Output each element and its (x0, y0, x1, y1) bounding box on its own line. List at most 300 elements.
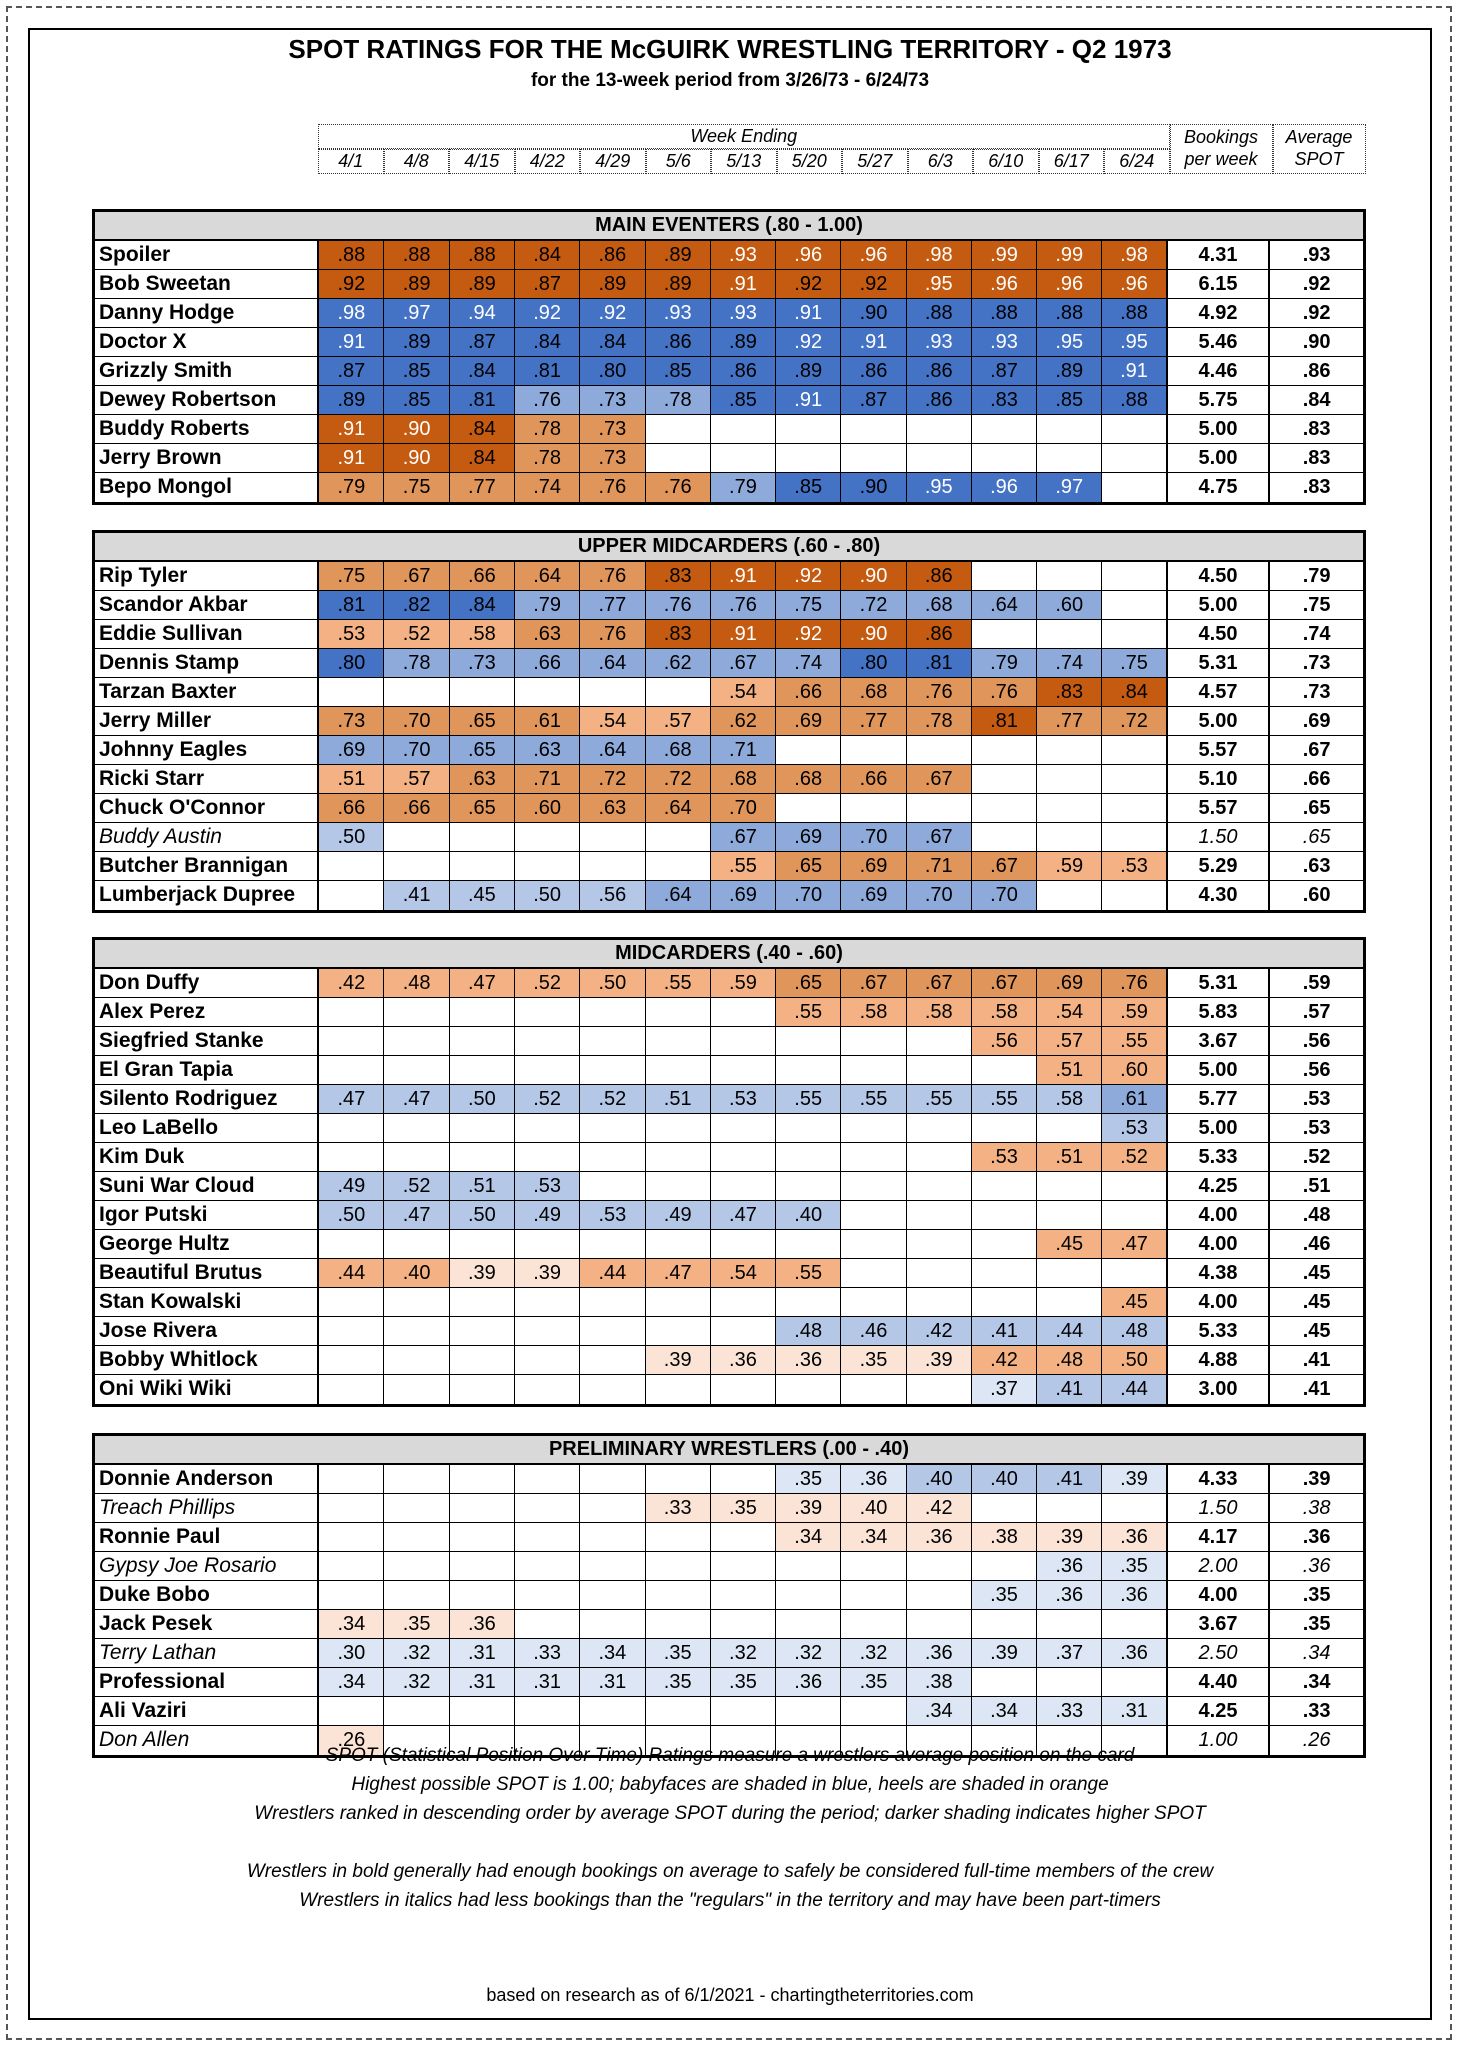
bookings-value: 4.25 (1168, 1172, 1271, 1200)
spot-cell: .69 (776, 707, 841, 735)
spot-cell (907, 444, 972, 472)
average-spot-value: .67 (1302, 739, 1331, 761)
table-row (95, 1288, 1363, 1317)
spot-cell: .88 (1037, 299, 1102, 327)
spot-cell (776, 1697, 841, 1725)
spot-cell (384, 1288, 449, 1316)
spot-cell: .87 (319, 357, 384, 385)
spot-cell (972, 444, 1037, 472)
spot-cell: .38 (972, 1523, 1037, 1551)
spot-cell: .67 (907, 765, 972, 793)
spot-cell (384, 1143, 449, 1171)
spot-cell (841, 794, 906, 822)
spot-cell: .36 (776, 1668, 841, 1696)
average-spot-value: .51 (1302, 1175, 1331, 1197)
spot-cell (1102, 620, 1167, 648)
note-spacer (0, 1828, 1460, 1857)
week-header: 4/15 (449, 149, 515, 174)
average-spot-value: .75 (1302, 594, 1331, 616)
spot-cell: .91 (711, 620, 776, 648)
spot-cell: .50 (319, 1201, 384, 1229)
spot-cell: .36 (1102, 1523, 1167, 1551)
spot-cell (384, 852, 449, 880)
spot-cell: .47 (384, 1201, 449, 1229)
wrestler-name: Donnie Anderson (95, 1465, 319, 1493)
table-row (95, 1143, 1363, 1172)
wrestler-name: El Gran Tapia (95, 1056, 319, 1084)
wrestler-name: Siegfried Stanke (95, 1027, 319, 1055)
spot-cell: .81 (515, 357, 580, 385)
spot-cell: .41 (1037, 1465, 1102, 1493)
spot-cell: .72 (646, 765, 711, 793)
table-row (95, 852, 1363, 881)
spot-cell: .58 (972, 998, 1037, 1026)
spot-cell: .66 (841, 765, 906, 793)
spot-cell: .93 (972, 328, 1037, 356)
spot-cell: .45 (450, 881, 515, 910)
bookings-value: 4.50 (1168, 620, 1271, 648)
table-row (95, 1027, 1363, 1056)
table-row (95, 386, 1363, 415)
spot-cell: .44 (319, 1259, 384, 1287)
average-spot-value: .84 (1302, 389, 1331, 411)
spot-cell (907, 1143, 972, 1171)
spot-cell: .40 (384, 1259, 449, 1287)
spot-cell (384, 1114, 449, 1142)
wrestler-name: Danny Hodge (95, 299, 319, 327)
average-spot-value: .60 (1302, 884, 1331, 906)
spot-cell: .70 (841, 823, 906, 851)
wrestler-name: Don Duffy (95, 969, 319, 997)
table-row (95, 1465, 1363, 1494)
spot-cell (646, 823, 711, 851)
spot-cell: .33 (646, 1494, 711, 1522)
spot-cell (580, 1581, 645, 1609)
spot-cell: .96 (1102, 270, 1167, 298)
spot-cell: .49 (646, 1201, 711, 1229)
spot-cell: .86 (646, 328, 711, 356)
spot-cell (384, 1056, 449, 1084)
spot-cell (776, 1056, 841, 1084)
spot-cell (1102, 444, 1167, 472)
week-header: 4/8 (384, 149, 450, 174)
spot-cell: .32 (384, 1668, 449, 1696)
spot-cell (646, 1288, 711, 1316)
spot-cell: .74 (776, 649, 841, 677)
table-row (95, 473, 1363, 502)
spot-cell: .73 (580, 444, 645, 472)
spot-cell (972, 1201, 1037, 1229)
table-row (95, 1259, 1363, 1288)
spot-cell (1102, 881, 1167, 910)
wrestler-name: Grizzly Smith (95, 357, 319, 385)
table-row (95, 736, 1363, 765)
spot-cell: .91 (319, 415, 384, 443)
spot-cell: .76 (580, 562, 645, 590)
spot-cell (1037, 823, 1102, 851)
wrestler-name: Treach Phillips (95, 1494, 319, 1522)
spot-cell: .91 (1102, 357, 1167, 385)
spot-cell: .93 (711, 241, 776, 269)
average-header-line: Average (1285, 127, 1353, 148)
spot-cell: .69 (841, 881, 906, 910)
spot-cell: .34 (319, 1610, 384, 1638)
spot-cell (841, 1230, 906, 1258)
spot-cell: .39 (776, 1494, 841, 1522)
average-spot-value: .65 (1302, 797, 1331, 819)
bookings-value: 4.00 (1168, 1581, 1271, 1609)
wrestler-name: Dennis Stamp (95, 649, 319, 677)
spot-cell (646, 1523, 711, 1551)
spot-cell: .85 (711, 386, 776, 414)
spot-cell (1102, 1259, 1167, 1287)
spot-cell: .44 (580, 1259, 645, 1287)
spot-cell (711, 1027, 776, 1055)
spot-cell: .77 (580, 591, 645, 619)
spot-cell: .89 (711, 328, 776, 356)
wrestler-name: Scandor Akbar (95, 591, 319, 619)
spot-cell: .49 (515, 1201, 580, 1229)
spot-cell (450, 1288, 515, 1316)
spot-cell (384, 1027, 449, 1055)
spot-cell: .91 (841, 328, 906, 356)
spot-cell (580, 852, 645, 880)
bookings-value: 5.33 (1168, 1317, 1271, 1345)
spot-cell: .62 (646, 649, 711, 677)
spot-cell: .84 (515, 241, 580, 269)
spot-cell: .44 (1102, 1375, 1167, 1404)
spot-cell (319, 1465, 384, 1493)
spot-cell (972, 765, 1037, 793)
table-row (95, 1552, 1363, 1581)
spot-cell (711, 1172, 776, 1200)
spot-cell (907, 794, 972, 822)
table-row (95, 678, 1363, 707)
spot-cell: .52 (580, 1085, 645, 1113)
spot-cell: .80 (580, 357, 645, 385)
spot-cell (384, 1494, 449, 1522)
spot-cell (1037, 444, 1102, 472)
spot-cell: .70 (972, 881, 1037, 910)
spot-cell (1037, 1201, 1102, 1229)
spot-cell: .84 (515, 328, 580, 356)
spot-cell: .42 (907, 1494, 972, 1522)
table-row (95, 562, 1363, 591)
spot-cell: .40 (972, 1465, 1037, 1493)
spot-cell: .34 (580, 1639, 645, 1667)
spot-cell: .32 (841, 1639, 906, 1667)
spot-cell: .90 (841, 620, 906, 648)
spot-cell (646, 444, 711, 472)
spot-cell (972, 1172, 1037, 1200)
spot-cell (515, 1552, 580, 1580)
spot-cell (711, 1114, 776, 1142)
spot-cell: .68 (711, 765, 776, 793)
wrestler-name: Gypsy Joe Rosario (95, 1552, 319, 1580)
bookings-value: 6.15 (1168, 270, 1271, 298)
spot-cell (384, 1346, 449, 1374)
spot-cell: .31 (450, 1668, 515, 1696)
spot-cell (580, 1375, 645, 1404)
spot-cell (384, 1581, 449, 1609)
average-spot-value: .83 (1302, 476, 1331, 498)
spot-cell: .51 (1037, 1143, 1102, 1171)
spot-cell: .68 (907, 591, 972, 619)
spot-cell: .81 (319, 591, 384, 619)
wrestler-name: Leo LaBello (95, 1114, 319, 1142)
spot-cell: .85 (384, 357, 449, 385)
footer: based on research as of 6/1/2021 - chartingtheterritories.com (486, 1985, 974, 2005)
spot-cell (907, 1230, 972, 1258)
spot-cell: .92 (776, 328, 841, 356)
spot-cell (1102, 1610, 1167, 1638)
spot-cell (580, 1172, 645, 1200)
spot-cell (384, 1552, 449, 1580)
spot-cell: .88 (450, 241, 515, 269)
spot-cell: .76 (907, 678, 972, 706)
spot-cell (841, 415, 906, 443)
spot-cell (384, 1697, 449, 1725)
average-spot-value: .26 (1302, 1729, 1331, 1751)
spot-cell: .87 (841, 386, 906, 414)
spot-cell: .36 (907, 1523, 972, 1551)
spot-cell (711, 1552, 776, 1580)
average-spot-value: .36 (1302, 1526, 1331, 1548)
average-spot-value: .35 (1302, 1584, 1331, 1606)
spot-cell (776, 1375, 841, 1404)
spot-cell (515, 1056, 580, 1084)
spot-cell: .41 (384, 881, 449, 910)
spot-cell (515, 1317, 580, 1345)
spot-cell (450, 1552, 515, 1580)
spot-cell: .92 (776, 620, 841, 648)
spot-cell (384, 678, 449, 706)
spot-cell: .84 (580, 328, 645, 356)
spot-cell: .33 (515, 1639, 580, 1667)
spot-cell (450, 1230, 515, 1258)
spot-cell: .86 (711, 357, 776, 385)
average-spot-value: .92 (1302, 273, 1331, 295)
wrestler-name: Silento Rodriguez (95, 1085, 319, 1113)
spot-cell: .82 (384, 591, 449, 619)
spot-cell: .64 (580, 649, 645, 677)
section-2 (92, 530, 1366, 913)
spot-cell (580, 1230, 645, 1258)
spot-cell: .83 (1037, 678, 1102, 706)
spot-cell (319, 1230, 384, 1258)
spot-cell: .72 (580, 765, 645, 793)
spot-cell (580, 1346, 645, 1374)
spot-cell: .67 (384, 562, 449, 590)
spot-cell: .58 (1037, 1085, 1102, 1113)
spot-cell: .59 (1102, 998, 1167, 1026)
spot-cell: .69 (711, 881, 776, 910)
spot-cell: .69 (1037, 969, 1102, 997)
spot-cell (841, 1172, 906, 1200)
spot-cell: .54 (580, 707, 645, 735)
spot-cell (515, 1610, 580, 1638)
average-spot-value: .56 (1302, 1030, 1331, 1052)
spot-cell: .39 (450, 1259, 515, 1287)
spot-cell: .65 (450, 707, 515, 735)
spot-cell (580, 1523, 645, 1551)
spot-cell: .66 (384, 794, 449, 822)
spot-cell: .57 (384, 765, 449, 793)
average-spot-value: .86 (1302, 360, 1331, 382)
spot-cell: .53 (1102, 852, 1167, 880)
spot-cell (776, 1143, 841, 1171)
table-row (95, 1697, 1363, 1726)
spot-cell: .98 (1102, 241, 1167, 269)
average-spot-value: .38 (1302, 1497, 1331, 1519)
spot-cell: .42 (319, 969, 384, 997)
bookings-value: 4.00 (1168, 1288, 1271, 1316)
spot-cell: .39 (1102, 1465, 1167, 1493)
table-row (95, 649, 1363, 678)
table-row (95, 299, 1363, 328)
spot-cell (972, 1288, 1037, 1316)
table-row (95, 1523, 1363, 1552)
spot-cell (646, 1465, 711, 1493)
table-row (95, 357, 1363, 386)
spot-cell (711, 1288, 776, 1316)
spot-cell: .79 (515, 591, 580, 619)
spot-cell (972, 736, 1037, 764)
spot-cell: .37 (972, 1375, 1037, 1404)
wrestler-name: Buddy Roberts (95, 415, 319, 443)
spot-cell: .85 (1037, 386, 1102, 414)
spot-cell: .31 (580, 1668, 645, 1696)
bookings-header-line: Bookings (1183, 127, 1259, 148)
spot-cell (1037, 765, 1102, 793)
spot-cell: .66 (515, 649, 580, 677)
wrestler-name: Kim Duk (95, 1143, 319, 1171)
table-row (95, 1172, 1363, 1201)
table-row (95, 765, 1363, 794)
spot-cell (319, 881, 384, 910)
table-row (95, 1668, 1363, 1697)
spot-cell (972, 1552, 1037, 1580)
bookings-value: 4.25 (1168, 1697, 1271, 1725)
spot-cell: .48 (776, 1317, 841, 1345)
spot-cell (841, 1201, 906, 1229)
spot-cell: .73 (580, 386, 645, 414)
spot-cell (972, 1056, 1037, 1084)
bookings-value: 3.00 (1168, 1375, 1271, 1404)
spot-cell (515, 1230, 580, 1258)
spot-cell (841, 1056, 906, 1084)
spot-cell: .64 (580, 736, 645, 764)
spot-cell (384, 823, 449, 851)
spot-cell: .89 (646, 241, 711, 269)
spot-cell (1037, 881, 1102, 910)
spot-cell (450, 1375, 515, 1404)
spot-cell (711, 1523, 776, 1551)
spot-cell: .89 (580, 270, 645, 298)
spot-cell: .69 (841, 852, 906, 880)
bookings-value: 2.50 (1168, 1639, 1271, 1667)
spot-cell (841, 1552, 906, 1580)
spot-cell (972, 562, 1037, 590)
spot-cell: .87 (450, 328, 515, 356)
spot-cell: .83 (972, 386, 1037, 414)
table-row (95, 823, 1363, 852)
bookings-value: 4.40 (1168, 1668, 1271, 1696)
spot-cell (646, 1143, 711, 1171)
spot-cell: .32 (776, 1639, 841, 1667)
spot-cell (515, 998, 580, 1026)
spot-cell (711, 1317, 776, 1345)
spot-cell (907, 1027, 972, 1055)
spot-cell (1102, 765, 1167, 793)
spot-cell: .42 (907, 1317, 972, 1345)
spot-cell: .70 (776, 881, 841, 910)
week-header: 5/6 (646, 149, 712, 174)
week-header: 5/20 (777, 149, 843, 174)
spot-cell: .40 (776, 1201, 841, 1229)
week-header: 6/3 (908, 149, 974, 174)
spot-cell: .63 (515, 736, 580, 764)
spot-cell: .90 (841, 473, 906, 502)
spot-cell: .47 (646, 1259, 711, 1287)
wrestler-name: Spoiler (95, 241, 319, 269)
spot-cell: .53 (515, 1172, 580, 1200)
spot-cell (841, 1143, 906, 1171)
average-spot-value: .83 (1302, 418, 1331, 440)
spot-cell (1037, 1114, 1102, 1142)
spot-cell: .61 (515, 707, 580, 735)
spot-cell (1102, 562, 1167, 590)
notes (0, 1741, 1460, 1915)
bookings-value: 2.00 (1168, 1552, 1271, 1580)
wrestler-name: Jack Pesek (95, 1610, 319, 1638)
bookings-value: 5.31 (1168, 649, 1271, 677)
spot-cell (907, 1114, 972, 1142)
spot-cell (776, 736, 841, 764)
spot-cell (1102, 1668, 1167, 1696)
spot-cell (1102, 823, 1167, 851)
spot-cell: .35 (972, 1581, 1037, 1609)
spot-cell (319, 1375, 384, 1404)
spot-cell: .35 (646, 1668, 711, 1696)
spot-cell: .59 (1037, 852, 1102, 880)
average-spot-value: .41 (1302, 1378, 1331, 1400)
spot-cell: .88 (1102, 299, 1167, 327)
spot-cell (646, 1581, 711, 1609)
spot-cell: .97 (1037, 473, 1102, 502)
spot-cell (515, 823, 580, 851)
spot-cell: .91 (711, 562, 776, 590)
spot-cell: .84 (450, 444, 515, 472)
section-1 (92, 209, 1366, 505)
spot-cell: .89 (1037, 357, 1102, 385)
table-row (95, 241, 1363, 270)
spot-cell: .55 (646, 969, 711, 997)
spot-cell (776, 1114, 841, 1142)
spot-cell (450, 1494, 515, 1522)
spot-cell (580, 1027, 645, 1055)
spot-cell: .39 (1037, 1523, 1102, 1551)
spot-cell (1102, 473, 1167, 502)
spot-cell: .60 (515, 794, 580, 822)
spot-cell (907, 1288, 972, 1316)
spot-cell (319, 1056, 384, 1084)
week-header: 6/10 (973, 149, 1039, 174)
spot-cell (1037, 1259, 1102, 1287)
spot-cell: .51 (1037, 1056, 1102, 1084)
spot-cell: .70 (384, 707, 449, 735)
spot-cell (841, 1288, 906, 1316)
